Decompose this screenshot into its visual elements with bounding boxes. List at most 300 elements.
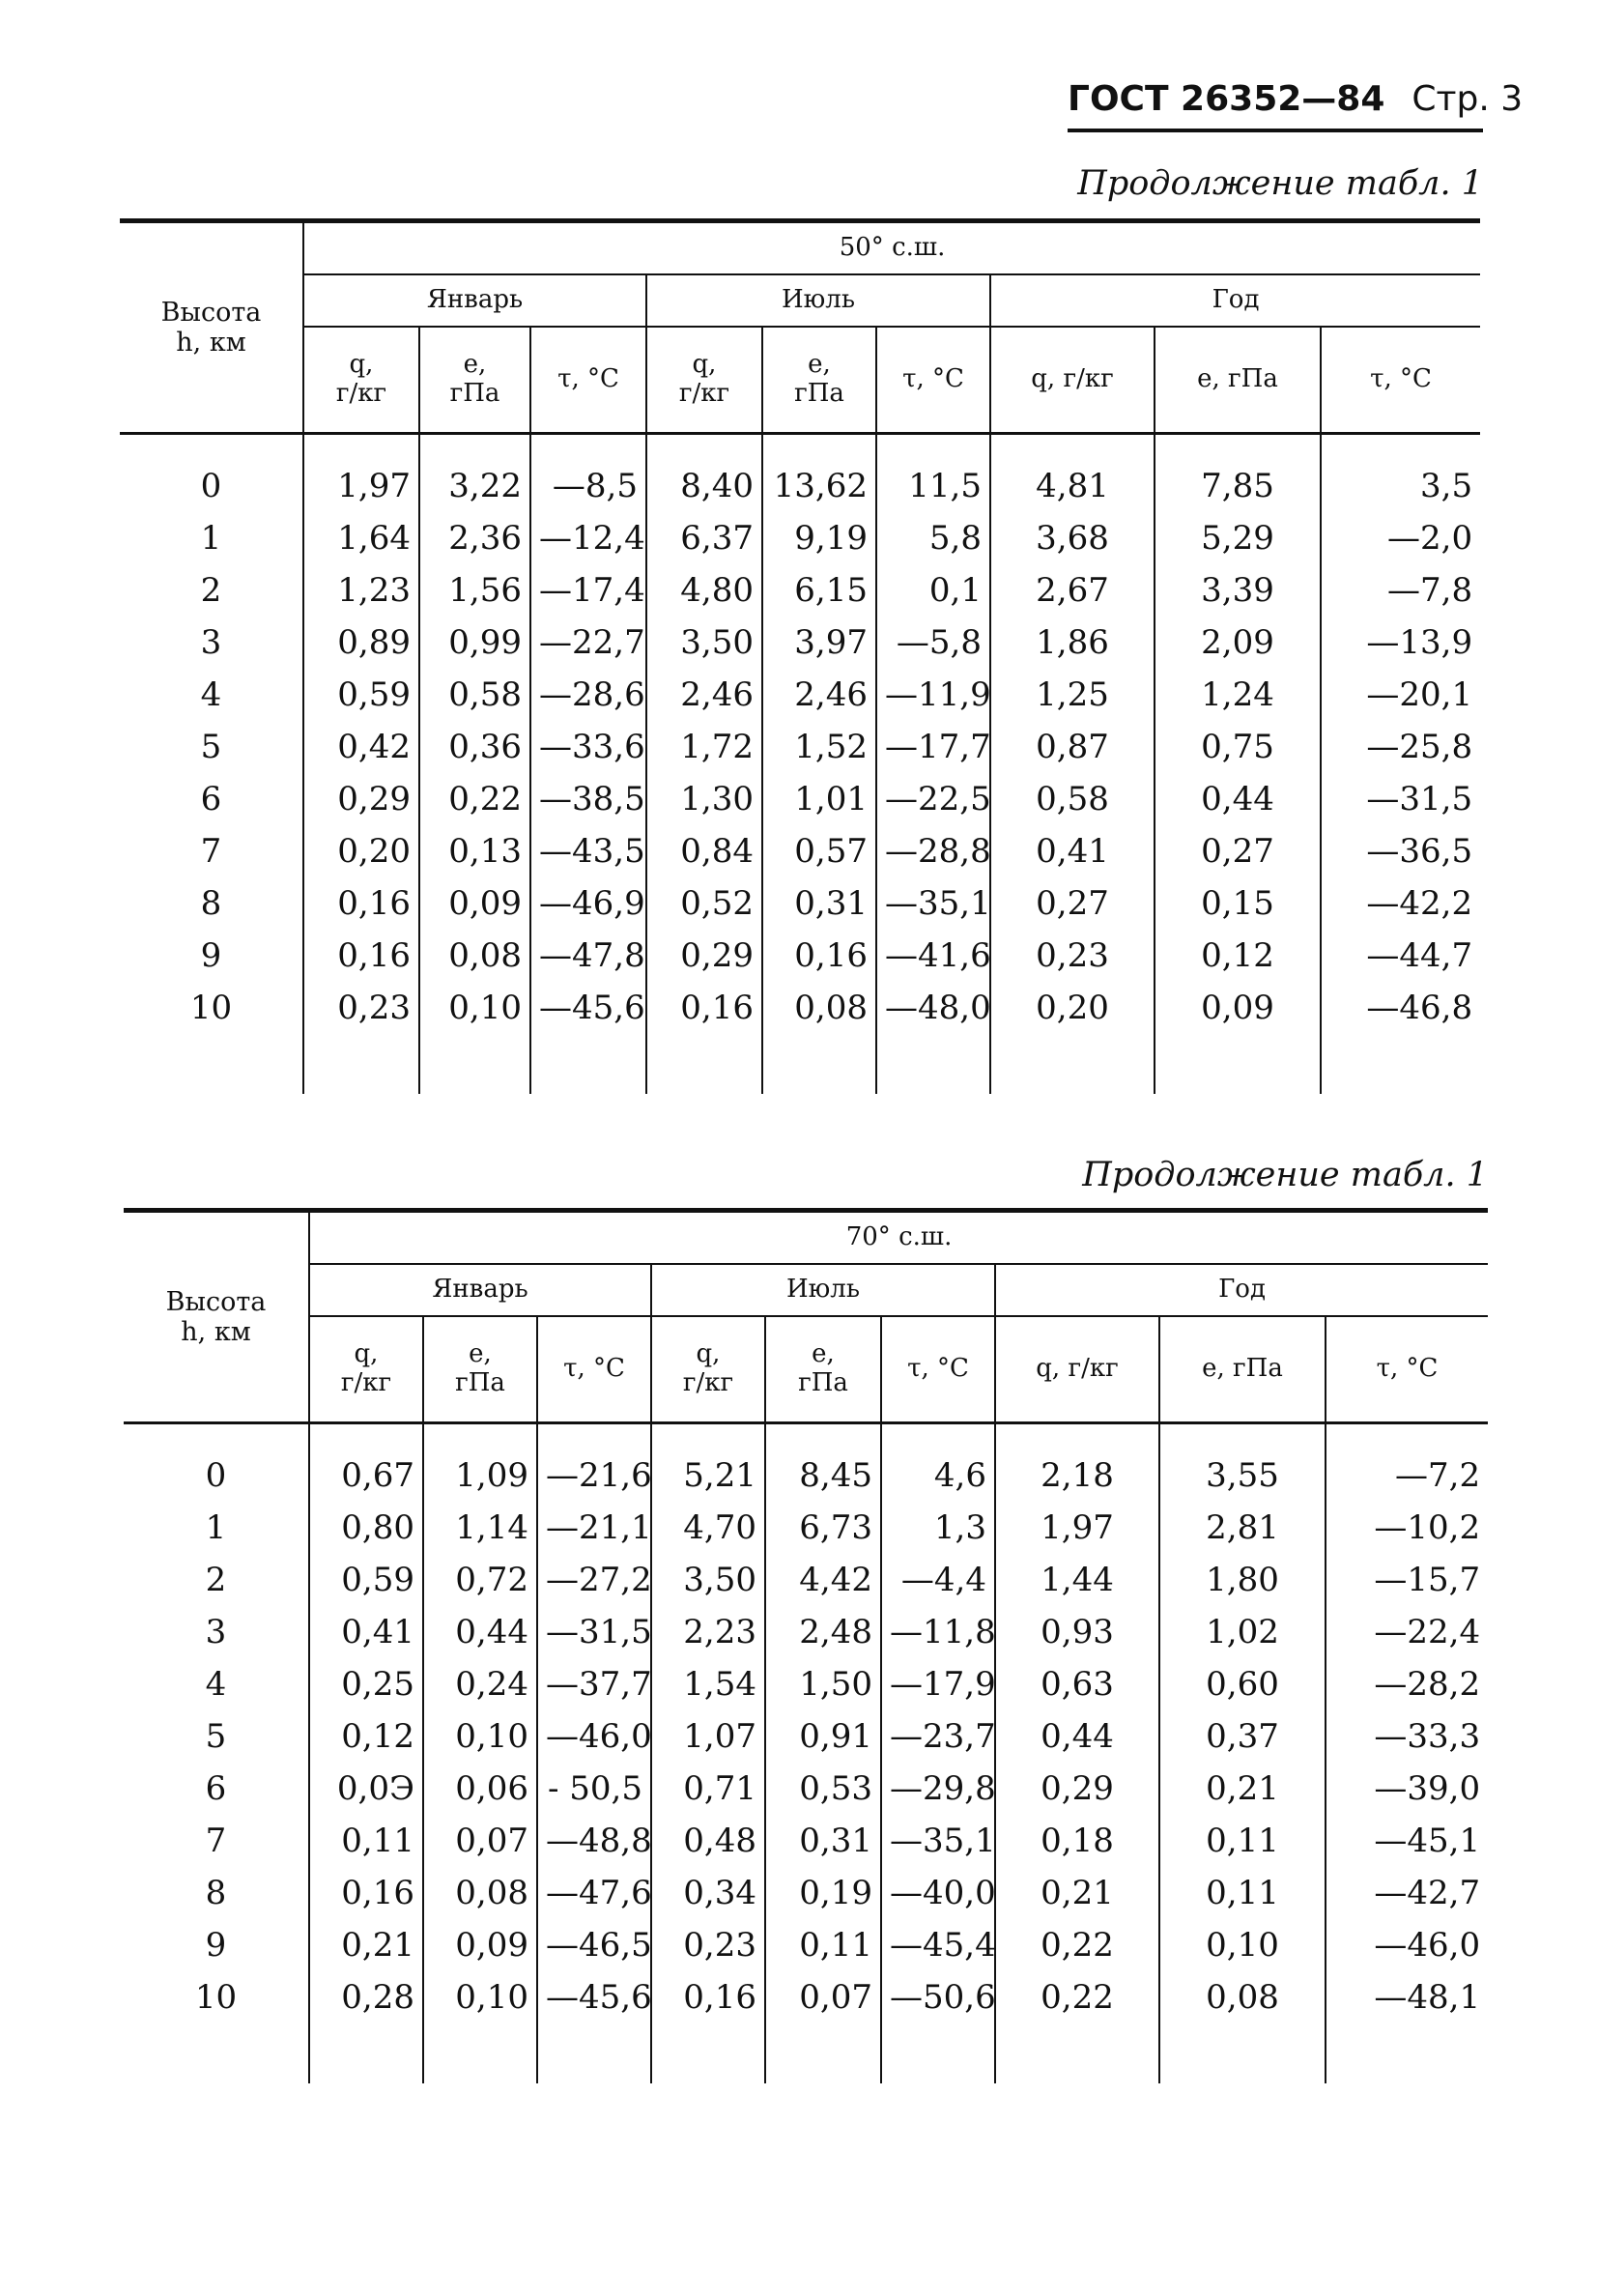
value-cell: —47,6	[537, 1867, 651, 1919]
table-row	[120, 877, 1480, 930]
value-cell: 0,53	[765, 1763, 881, 1815]
value-cell: 4,80	[646, 564, 762, 617]
table-spacer-row	[124, 2023, 1488, 2083]
value-cell: 0,59	[309, 1554, 423, 1606]
height-cell: 1	[205, 1508, 227, 1547]
empty-cell	[1321, 1034, 1480, 1094]
value-cell: 3,55	[1159, 1423, 1326, 1503]
value-cell: 3,50	[646, 617, 762, 669]
value-cell: —5,8	[876, 617, 990, 669]
value-cell: 0,09	[1155, 982, 1321, 1034]
col-e-symbol: e,	[469, 1339, 492, 1369]
value-cell: —42,7	[1326, 1867, 1488, 1919]
col-e-symbol: e,	[812, 1339, 835, 1369]
value-cell: 0,10	[423, 1971, 537, 2023]
value-cell: 0,07	[765, 1971, 881, 2023]
value-cell: 0,71	[651, 1763, 765, 1815]
value-cell: 0,44	[423, 1606, 537, 1658]
height-cell: 2	[205, 1561, 227, 1599]
value-cell: —45,1	[1326, 1815, 1488, 1867]
value-cell: 0,1	[876, 564, 990, 617]
value-cell: 1,56	[419, 564, 530, 617]
value-cell: 2,36	[419, 512, 530, 564]
col-e-symbol: e,	[463, 350, 487, 380]
table-row	[120, 825, 1480, 877]
value-cell: 0,24	[423, 1658, 537, 1710]
value-cell: —40,0	[881, 1867, 995, 1919]
height-cell: 7	[200, 832, 222, 871]
table-row	[124, 1606, 1488, 1658]
height-cell: 9	[205, 1926, 227, 1965]
value-cell: —28,8	[876, 825, 990, 877]
value-cell: 0,22	[419, 773, 530, 825]
value-cell: 1,97	[995, 1502, 1159, 1554]
col-t-year: τ, °C	[1326, 1316, 1488, 1423]
height-cell: 7	[205, 1822, 227, 1860]
height-cell: 6	[200, 780, 222, 818]
col-e-unit: гПа	[455, 1368, 505, 1397]
group-july: Июль	[646, 274, 990, 327]
value-cell: —22,7	[530, 617, 646, 669]
value-cell: —37,7	[537, 1658, 651, 1710]
value-cell: 3,50	[651, 1554, 765, 1606]
height-cell: 6	[205, 1769, 227, 1808]
col-e	[762, 327, 876, 434]
value-cell: 1,02	[1159, 1606, 1326, 1658]
empty-cell	[120, 1034, 303, 1094]
value-cell: —45,4	[881, 1919, 995, 1971]
value-cell: 2,23	[651, 1606, 765, 1658]
value-cell: —28,2	[1326, 1658, 1488, 1710]
data-table-70	[124, 1208, 1488, 2083]
value-cell: 1,23	[303, 564, 419, 617]
value-cell: 0,87	[990, 721, 1155, 773]
value-cell: 0,16	[309, 1867, 423, 1919]
col-t-year: τ, °C	[1321, 327, 1480, 434]
page-header	[1068, 79, 1524, 132]
value-cell: 0,99	[419, 617, 530, 669]
value-cell: 0,93	[995, 1606, 1159, 1658]
value-cell: 6,73	[765, 1502, 881, 1554]
value-cell: —29,8	[881, 1763, 995, 1815]
height-label: Высота	[165, 1286, 267, 1317]
value-cell: —43,5	[530, 825, 646, 877]
value-cell: 0,16	[762, 930, 876, 982]
col-e-unit: гПа	[794, 379, 844, 408]
value-cell: 8,45	[765, 1423, 881, 1503]
empty-cell	[646, 1034, 762, 1094]
value-cell: 13,62	[762, 434, 876, 513]
height-label: Высота	[160, 297, 262, 328]
value-cell: 0,0Э	[309, 1763, 423, 1815]
value-cell: —25,8	[1321, 721, 1480, 773]
table-row	[124, 1502, 1488, 1554]
value-cell: 4,70	[651, 1502, 765, 1554]
value-cell: 1,54	[651, 1658, 765, 1710]
value-cell: 0,58	[419, 669, 530, 721]
col-q-year: q, г/кг	[990, 327, 1155, 434]
value-cell: 2,09	[1155, 617, 1321, 669]
group-january: Январь	[303, 274, 646, 327]
value-cell: 0,52	[646, 877, 762, 930]
value-cell: 0,21	[995, 1867, 1159, 1919]
value-cell: 0,41	[990, 825, 1155, 877]
value-cell: 1,44	[995, 1554, 1159, 1606]
value-cell: 0,67	[309, 1423, 423, 1503]
value-cell: —22,5	[876, 773, 990, 825]
value-cell: 5,29	[1155, 512, 1321, 564]
value-cell: 0,08	[419, 930, 530, 982]
value-cell: 0,08	[762, 982, 876, 1034]
value-cell: 0,11	[309, 1815, 423, 1867]
table-row	[120, 982, 1480, 1034]
table-row	[124, 1867, 1488, 1919]
value-cell: —11,9	[876, 669, 990, 721]
value-cell: 5,21	[651, 1423, 765, 1503]
table-row	[120, 617, 1480, 669]
value-cell: 0,57	[762, 825, 876, 877]
col-q-unit: г/кг	[678, 379, 730, 408]
value-cell: 1,97	[303, 434, 419, 513]
data-table-50	[120, 218, 1480, 1094]
value-cell: 0,11	[765, 1919, 881, 1971]
table-row	[124, 1658, 1488, 1710]
table-row	[124, 1763, 1488, 1815]
value-cell: —33,3	[1326, 1710, 1488, 1763]
col-e	[423, 1316, 537, 1423]
value-cell: 11,5	[876, 434, 990, 513]
value-cell: 7,85	[1155, 434, 1321, 513]
value-cell: 2,46	[646, 669, 762, 721]
value-cell: 3,22	[419, 434, 530, 513]
table-row	[120, 669, 1480, 721]
empty-cell	[881, 2023, 995, 2083]
value-cell: 1,24	[1155, 669, 1321, 721]
empty-cell	[651, 2023, 765, 2083]
value-cell: —50,6	[881, 1971, 995, 2023]
value-cell: 3,68	[990, 512, 1155, 564]
col-q-unit: г/кг	[682, 1368, 734, 1397]
value-cell: 0,44	[1155, 773, 1321, 825]
table-row	[120, 564, 1480, 617]
value-cell: —21,6	[537, 1423, 651, 1503]
value-cell: 0,91	[765, 1710, 881, 1763]
value-cell: 6,37	[646, 512, 762, 564]
empty-cell	[1159, 2023, 1326, 2083]
value-cell: 0,80	[309, 1502, 423, 1554]
value-cell: 5,8	[876, 512, 990, 564]
value-cell: 0,15	[1155, 877, 1321, 930]
value-cell: —4,4	[881, 1554, 995, 1606]
value-cell: —15,7	[1326, 1554, 1488, 1606]
value-cell: —46,9	[530, 877, 646, 930]
value-cell: —31,5	[1321, 773, 1480, 825]
value-cell: —17,7	[876, 721, 990, 773]
value-cell: —20,1	[1321, 669, 1480, 721]
value-cell: 0,20	[990, 982, 1155, 1034]
value-cell: 0,21	[309, 1919, 423, 1971]
height-header	[120, 221, 303, 434]
value-cell: 0,63	[995, 1658, 1159, 1710]
empty-cell	[309, 2023, 423, 2083]
empty-cell	[765, 2023, 881, 2083]
value-cell: 1,3	[881, 1502, 995, 1554]
empty-cell	[1326, 2023, 1488, 2083]
col-q-symbol: q,	[349, 350, 374, 380]
col-q-year: q, г/кг	[995, 1316, 1159, 1423]
value-cell: 0,27	[1155, 825, 1321, 877]
value-cell: 0,59	[303, 669, 419, 721]
value-cell: —33,6	[530, 721, 646, 773]
height-cell: 4	[200, 675, 222, 714]
empty-cell	[537, 2023, 651, 2083]
value-cell: 0,29	[995, 1763, 1159, 1815]
value-cell: 1,64	[303, 512, 419, 564]
empty-cell	[990, 1034, 1155, 1094]
value-cell: —46,0	[1326, 1919, 1488, 1971]
value-cell: 2,18	[995, 1423, 1159, 1503]
value-cell: —12,4	[530, 512, 646, 564]
height-cell: 10	[194, 1978, 238, 2017]
value-cell: 2,81	[1159, 1502, 1326, 1554]
empty-cell	[1155, 1034, 1321, 1094]
value-cell: 0,21	[1159, 1763, 1326, 1815]
value-cell: —13,9	[1321, 617, 1480, 669]
value-cell: 1,50	[765, 1658, 881, 1710]
empty-cell	[419, 1034, 530, 1094]
value-cell: 0,08	[423, 1867, 537, 1919]
value-cell: —36,5	[1321, 825, 1480, 877]
standard-number: ГОСТ 26352—84	[1068, 79, 1385, 119]
value-cell: 0,41	[309, 1606, 423, 1658]
table-row	[124, 1971, 1488, 2023]
col-e-unit: гПа	[449, 379, 500, 408]
value-cell: 0,19	[765, 1867, 881, 1919]
value-cell: 0,23	[303, 982, 419, 1034]
latitude-header: 50° с.ш.	[303, 221, 1480, 275]
value-cell: 0,31	[762, 877, 876, 930]
value-cell: —48,1	[1326, 1971, 1488, 2023]
value-cell: - 50,5	[537, 1763, 651, 1815]
value-cell: 0,31	[765, 1815, 881, 1867]
value-cell: 0,16	[303, 877, 419, 930]
height-cell: 4	[205, 1665, 227, 1704]
value-cell: —45,6	[530, 982, 646, 1034]
group-july: Июль	[651, 1264, 995, 1316]
table	[124, 1208, 1488, 2083]
value-cell: —46,8	[1321, 982, 1480, 1034]
value-cell: 0,16	[303, 930, 419, 982]
empty-cell	[995, 2023, 1159, 2083]
empty-cell	[762, 1034, 876, 1094]
empty-cell	[124, 2023, 309, 2083]
value-cell: 1,52	[762, 721, 876, 773]
value-cell: 0,22	[995, 1919, 1159, 1971]
value-cell: 4,42	[765, 1554, 881, 1606]
value-cell: —17,9	[881, 1658, 995, 1710]
value-cell: —44,7	[1321, 930, 1480, 982]
col-q	[303, 327, 419, 434]
value-cell: 9,19	[762, 512, 876, 564]
value-cell: 0,06	[423, 1763, 537, 1815]
value-cell: 0,18	[995, 1815, 1159, 1867]
height-cell: 10	[189, 989, 233, 1027]
value-cell: —17,4	[530, 564, 646, 617]
height-cell: 3	[200, 623, 222, 662]
page-number: Стр. 3	[1412, 79, 1524, 119]
group-year: Год	[990, 274, 1480, 327]
value-cell: 4,81	[990, 434, 1155, 513]
col-q-unit: г/кг	[335, 379, 387, 408]
value-cell: —22,4	[1326, 1606, 1488, 1658]
col-e-year: e, гПа	[1159, 1316, 1326, 1423]
value-cell: 0,84	[646, 825, 762, 877]
col-e-year: e, гПа	[1155, 327, 1321, 434]
col-e	[765, 1316, 881, 1423]
value-cell: —23,7	[881, 1710, 995, 1763]
value-cell: —28,6	[530, 669, 646, 721]
value-cell: 1,01	[762, 773, 876, 825]
group-year: Год	[995, 1264, 1488, 1316]
col-q-symbol: q,	[696, 1339, 721, 1369]
value-cell: 6,15	[762, 564, 876, 617]
height-cell: 0	[200, 467, 222, 505]
height-cell: 9	[200, 936, 222, 975]
value-cell: 0,58	[990, 773, 1155, 825]
table-caption: Продолжение табл. 1	[1077, 164, 1483, 203]
value-cell: 0,11	[1159, 1867, 1326, 1919]
value-cell: 2,46	[762, 669, 876, 721]
table-row	[120, 930, 1480, 982]
value-cell: —38,5	[530, 773, 646, 825]
value-cell: 0,11	[1159, 1815, 1326, 1867]
value-cell: —10,2	[1326, 1502, 1488, 1554]
value-cell: 1,72	[646, 721, 762, 773]
col-e-symbol: e,	[808, 350, 831, 380]
table-caption: Продолжение табл. 1	[1082, 1156, 1488, 1194]
value-cell: —48,0	[876, 982, 990, 1034]
value-cell: 0,89	[303, 617, 419, 669]
value-cell: 0,60	[1159, 1658, 1326, 1710]
value-cell: 0,23	[990, 930, 1155, 982]
value-cell: —31,5	[537, 1606, 651, 1658]
value-cell: —35,1	[876, 877, 990, 930]
value-cell: 0,29	[303, 773, 419, 825]
table-row	[124, 1815, 1488, 1867]
value-cell: —42,2	[1321, 877, 1480, 930]
value-cell: —7,8	[1321, 564, 1480, 617]
col-q-symbol: q,	[354, 1339, 379, 1369]
value-cell: —8,5	[530, 434, 646, 513]
col-q	[646, 327, 762, 434]
value-cell: 3,97	[762, 617, 876, 669]
height-cell: 5	[200, 728, 222, 766]
empty-cell	[423, 2023, 537, 2083]
latitude-header: 70° с.ш.	[309, 1211, 1488, 1265]
value-cell: 0,10	[419, 982, 530, 1034]
height-unit: h, км	[181, 1317, 251, 1347]
value-cell: —45,6	[537, 1971, 651, 2023]
value-cell: 0,44	[995, 1710, 1159, 1763]
value-cell: —46,5	[537, 1919, 651, 1971]
value-cell: 2,67	[990, 564, 1155, 617]
value-cell: 0,22	[995, 1971, 1159, 2023]
value-cell: 0,13	[419, 825, 530, 877]
value-cell: 1,30	[646, 773, 762, 825]
value-cell: 0,09	[419, 877, 530, 930]
value-cell: 0,10	[423, 1710, 537, 1763]
value-cell: 0,29	[646, 930, 762, 982]
value-cell: 3,39	[1155, 564, 1321, 617]
value-cell: 0,28	[309, 1971, 423, 2023]
value-cell: 0,16	[651, 1971, 765, 2023]
value-cell: 1,25	[990, 669, 1155, 721]
value-cell: —39,0	[1326, 1763, 1488, 1815]
value-cell: —41,6	[876, 930, 990, 982]
value-cell: 1,14	[423, 1502, 537, 1554]
height-cell: 3	[205, 1613, 227, 1651]
value-cell: 0,09	[423, 1919, 537, 1971]
value-cell: —35,1	[881, 1815, 995, 1867]
height-cell: 0	[205, 1456, 227, 1495]
value-cell: 0,23	[651, 1919, 765, 1971]
value-cell: 0,08	[1159, 1971, 1326, 2023]
value-cell: 0,12	[1155, 930, 1321, 982]
value-cell: —27,2	[537, 1554, 651, 1606]
col-q	[651, 1316, 765, 1423]
height-cell: 8	[200, 884, 222, 923]
value-cell: 0,72	[423, 1554, 537, 1606]
value-cell: —11,8	[881, 1606, 995, 1658]
value-cell: —7,2	[1326, 1423, 1488, 1503]
value-cell: 0,07	[423, 1815, 537, 1867]
value-cell: 2,48	[765, 1606, 881, 1658]
col-t: τ, °C	[530, 327, 646, 434]
value-cell: 1,80	[1159, 1554, 1326, 1606]
value-cell: 1,07	[651, 1710, 765, 1763]
col-q-symbol: q,	[692, 350, 717, 380]
group-january: Январь	[309, 1264, 651, 1316]
empty-cell	[530, 1034, 646, 1094]
empty-cell	[876, 1034, 990, 1094]
col-t: τ, °C	[876, 327, 990, 434]
col-e-unit: гПа	[798, 1368, 848, 1397]
value-cell: 0,20	[303, 825, 419, 877]
height-cell: 2	[200, 571, 222, 610]
col-q	[309, 1316, 423, 1423]
value-cell: —48,8	[537, 1815, 651, 1867]
value-cell: 4,6	[881, 1423, 995, 1503]
value-cell: 0,37	[1159, 1710, 1326, 1763]
value-cell: —47,8	[530, 930, 646, 982]
height-cell: 8	[205, 1874, 227, 1912]
table	[120, 218, 1480, 1094]
height-header	[124, 1211, 309, 1423]
empty-cell	[303, 1034, 419, 1094]
value-cell: 0,34	[651, 1867, 765, 1919]
value-cell: 0,10	[1159, 1919, 1326, 1971]
value-cell: 0,42	[303, 721, 419, 773]
table-row	[124, 1423, 1488, 1503]
value-cell: —21,1	[537, 1502, 651, 1554]
value-cell: 0,48	[651, 1815, 765, 1867]
table-row	[120, 434, 1480, 513]
col-t: τ, °C	[881, 1316, 995, 1423]
value-cell: 0,36	[419, 721, 530, 773]
table-row	[120, 512, 1480, 564]
value-cell: 3,5	[1321, 434, 1480, 513]
value-cell: —2,0	[1321, 512, 1480, 564]
